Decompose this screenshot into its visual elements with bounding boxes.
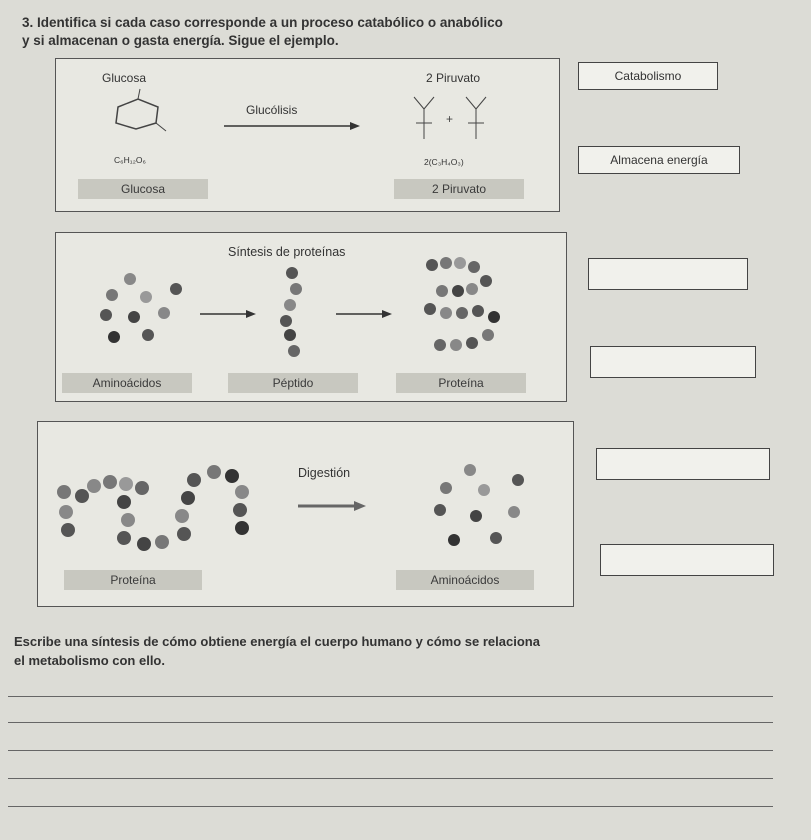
amino-acids-icon (94, 271, 194, 351)
formula-pyruvate: 2(C₃H₄O₃) (424, 157, 464, 167)
example-answer-box-2[interactable]: Almacena energía (578, 146, 740, 174)
synthesis-panel (55, 232, 567, 402)
tag-aminoacidos: Aminoácidos (62, 373, 192, 393)
question-text (22, 14, 503, 50)
synthesis-answer-box-1[interactable] (588, 258, 748, 290)
tag-aminoacidos-digestion: Aminoácidos (396, 570, 534, 590)
protein-digestion-icon (54, 462, 264, 562)
digestion-arrow (298, 500, 368, 512)
glucose-molecule-icon (108, 87, 178, 137)
question-line-1: 3. Identifica si cada caso corresponde a un proceso catabólico o anabólico (22, 15, 503, 30)
tag-proteina-digestion: Proteína (64, 570, 202, 590)
arrow-to-peptide (200, 309, 260, 319)
essay-line-1: Escribe una síntesis de cómo obtiene energía el cuerpo humano y cómo se relaciona (14, 634, 540, 649)
formula-glucose: C₆H₁₂O₆ (114, 155, 146, 165)
amino-acids-result-icon (426, 462, 536, 552)
writing-line-2[interactable] (8, 722, 773, 723)
digestion-panel (37, 421, 574, 607)
svg-text:+: + (446, 112, 454, 126)
example-answer-box-1[interactable]: Catabolismo (578, 62, 718, 90)
piruvato-label: 2 Piruvato (426, 71, 481, 85)
question-line-2: y si almacenan o gasta energía. Sigue el ejemplo. (22, 33, 339, 48)
glucosa-label: Glucosa (102, 71, 147, 85)
writing-line-1[interactable] (8, 696, 773, 697)
example-panel (55, 58, 560, 212)
tag-glucosa: Glucosa (78, 179, 208, 199)
essay-prompt (14, 632, 540, 670)
synthesis-title: Síntesis de proteínas (228, 245, 346, 259)
glycolysis-arrow (224, 121, 364, 131)
writing-line-3[interactable] (8, 750, 773, 751)
tag-proteina: Proteína (396, 373, 526, 393)
digestion-answer-box-1[interactable] (596, 448, 770, 480)
digestion-answer-box-2[interactable] (600, 544, 774, 576)
digestion-label: Digestión (298, 466, 351, 480)
essay-line-2: el metabolismo con ello. (14, 653, 165, 668)
arrow-to-protein (336, 309, 396, 319)
tag-piruvato: 2 Piruvato (394, 179, 524, 199)
synthesis-answer-box-2[interactable] (590, 346, 756, 378)
pyruvate-molecules-icon (396, 87, 506, 147)
writing-line-5[interactable] (8, 806, 773, 807)
writing-line-4[interactable] (8, 778, 773, 779)
tag-peptido: Péptido (228, 373, 358, 393)
protein-chain-icon (416, 255, 526, 365)
peptide-chain-icon (272, 267, 312, 357)
process-label: Glucólisis (246, 103, 298, 117)
